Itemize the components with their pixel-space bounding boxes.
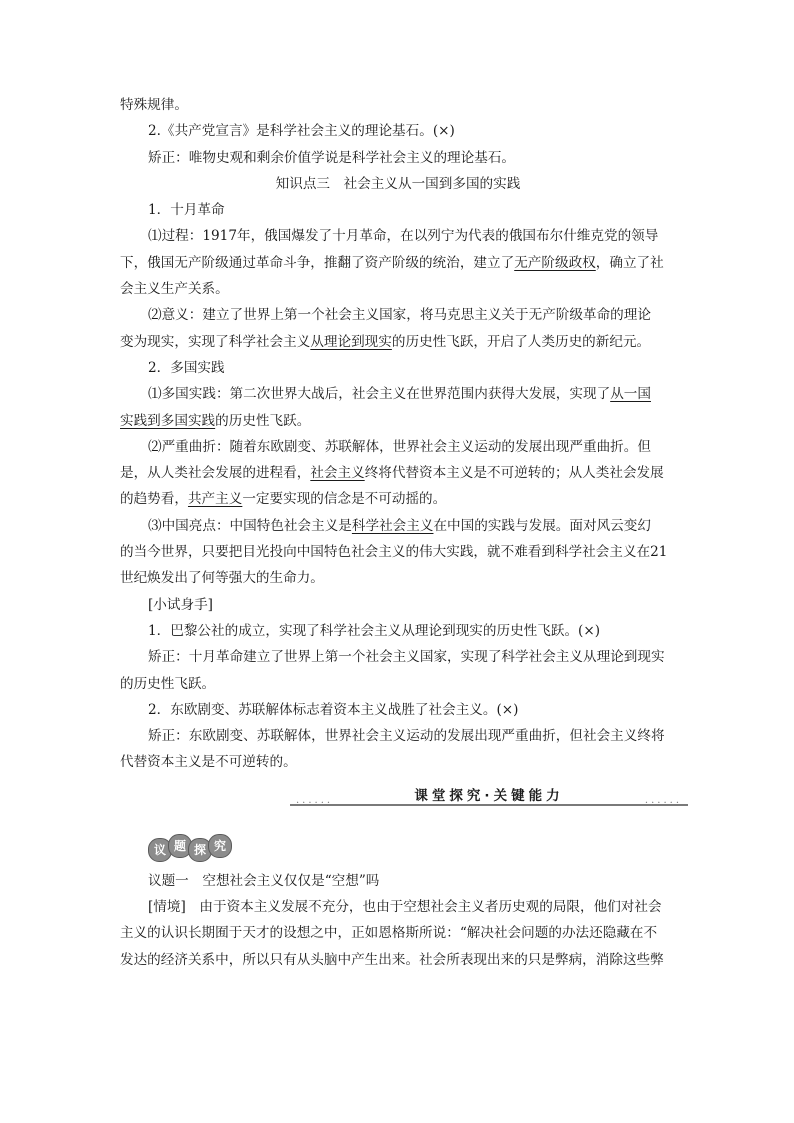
text-span: 终将代替资本主义是不可逆转的；从人类社会发展 [364, 465, 664, 482]
text-line [120, 486, 676, 512]
badge-char: 题 [168, 834, 192, 858]
badge-char: 议 [148, 838, 172, 862]
topic-explore-badge [148, 836, 228, 862]
badge-char: 究 [208, 834, 232, 858]
subheading: 1．十月革命 [148, 202, 225, 219]
banner-title-right: 关键能力 [493, 787, 564, 804]
text-line: 矫正：东欧剧变、苏联解体，世界社会主义运动的发展出现严重曲折，但社会主义终将 [148, 728, 665, 745]
underlined-term: 共产主义 [187, 491, 243, 508]
section-heading: 知识点三 社会主义从一国到多国的实践 [275, 175, 521, 192]
text-line [120, 408, 676, 434]
banner-rule [290, 804, 688, 806]
text-line: 会主义生产关系。 [120, 281, 229, 298]
text-line: 的当今世界，只要把目光投向中国特色社会主义的伟大实践，就不难看到科学社会主义在21 [120, 544, 668, 561]
text-line: ⑴过程：1917年，俄国爆发了十月革命，在以列宁为代表的俄国布尔什维克党的领导 [148, 228, 659, 245]
subheading: 2．多国实践 [148, 359, 225, 376]
underlined-term: 实践到多国实践 [120, 412, 216, 429]
banner-dots: ...... [644, 794, 682, 806]
text-line: 矫正：十月革命建立了世界上第一个社会主义国家，实现了科学社会主义从理论到现实 [148, 649, 665, 666]
text-line [120, 513, 676, 539]
text-line [120, 329, 676, 355]
text-span: 的历史性飞跃。 [215, 412, 311, 429]
underlined-term: 从理论到现实 [310, 333, 392, 350]
exercise-label: [小试身手] [148, 596, 213, 613]
text-line: ⑵严重曲折：随着东欧剧变、苏联解体，世界社会主义运动的发展出现严重曲折。但 [148, 438, 651, 455]
text-span: 的趋势看， [120, 491, 188, 508]
text-line [120, 381, 676, 407]
text-line [120, 460, 676, 486]
document-page [120, 92, 682, 973]
underlined-term: 从一国 [610, 386, 651, 403]
text-line: 2.《共产党宣言》是科学社会主义的理论基石。(×) [148, 123, 455, 140]
text-line: 主义的认识长期囿于天才的设想之中，正如恩格斯所说：“解决社会问题的办法还隐藏在不 [120, 925, 658, 942]
underlined-term: 科学社会主义 [351, 517, 434, 534]
banner-title-left: 课堂探究 [414, 787, 485, 804]
text-line [120, 250, 676, 276]
text-span: 在中国的实践与发展。面对风云变幻 [433, 517, 651, 534]
text-line: 矫正：唯物史观和剩余价值学说是科学社会主义的理论基石。 [148, 149, 516, 166]
text-span: ，确立了社 [595, 254, 664, 271]
text-line: 1．巴黎公社的成立，实现了科学社会主义从理论到现实的历史性飞跃。(×) [148, 622, 601, 639]
text-line: 2．东欧剧变、苏联解体标志着资本主义战胜了社会主义。(×) [148, 701, 519, 718]
text-line: 特殊规律。 [120, 97, 188, 113]
underlined-term: 无产阶级政权 [514, 254, 596, 271]
badge-char: 探 [188, 838, 212, 862]
text-span: 变为现实，实现了科学社会主义 [120, 333, 311, 350]
text-span: ⑴多国实践：第二次世界大战后，社会主义在世界范围内获得大发展，实现了 [148, 386, 611, 403]
text-line: 的历史性飞跃。 [120, 675, 216, 692]
text-span: 是，从人类社会发展的进程看， [120, 465, 311, 482]
topic-title: 议题一 空想社会主义仅仅是“空想”吗 [148, 872, 380, 889]
section-banner [120, 776, 682, 836]
text-span: 的历史性飞跃，开启了人类历史的新纪元。 [391, 333, 651, 350]
banner-title: 课堂探究·关键能力 [408, 784, 569, 804]
banner-bar [290, 784, 688, 814]
text-line: 代替资本主义是不可逆转的。 [120, 754, 297, 771]
banner-dots: ...... [296, 794, 334, 806]
text-span: 一定要实现的信念是不可动摇的。 [242, 491, 447, 508]
text-span: 下，俄国无产阶级通过革命斗争，推翻了资产阶级的统治，建立了 [120, 254, 515, 271]
text-line: 世纪焕发出了何等强大的生命力。 [120, 570, 324, 587]
underlined-term: 社会主义 [310, 465, 365, 482]
text-line: 发达的经济关系中，所以只有从头脑中产生出来。社会所表现出来的只是弊病，消除这些弊 [120, 951, 664, 968]
text-span: ⑶中国亮点：中国特色社会主义是 [148, 517, 352, 534]
text-line: ⑵意义：建立了世界上第一个社会主义国家，将马克思主义关于无产阶级革命的理论 [148, 307, 651, 324]
text-line: [情境] 由于资本主义发展不充分，也由于空想社会主义者历史观的局限，他们对社会 [148, 899, 662, 916]
